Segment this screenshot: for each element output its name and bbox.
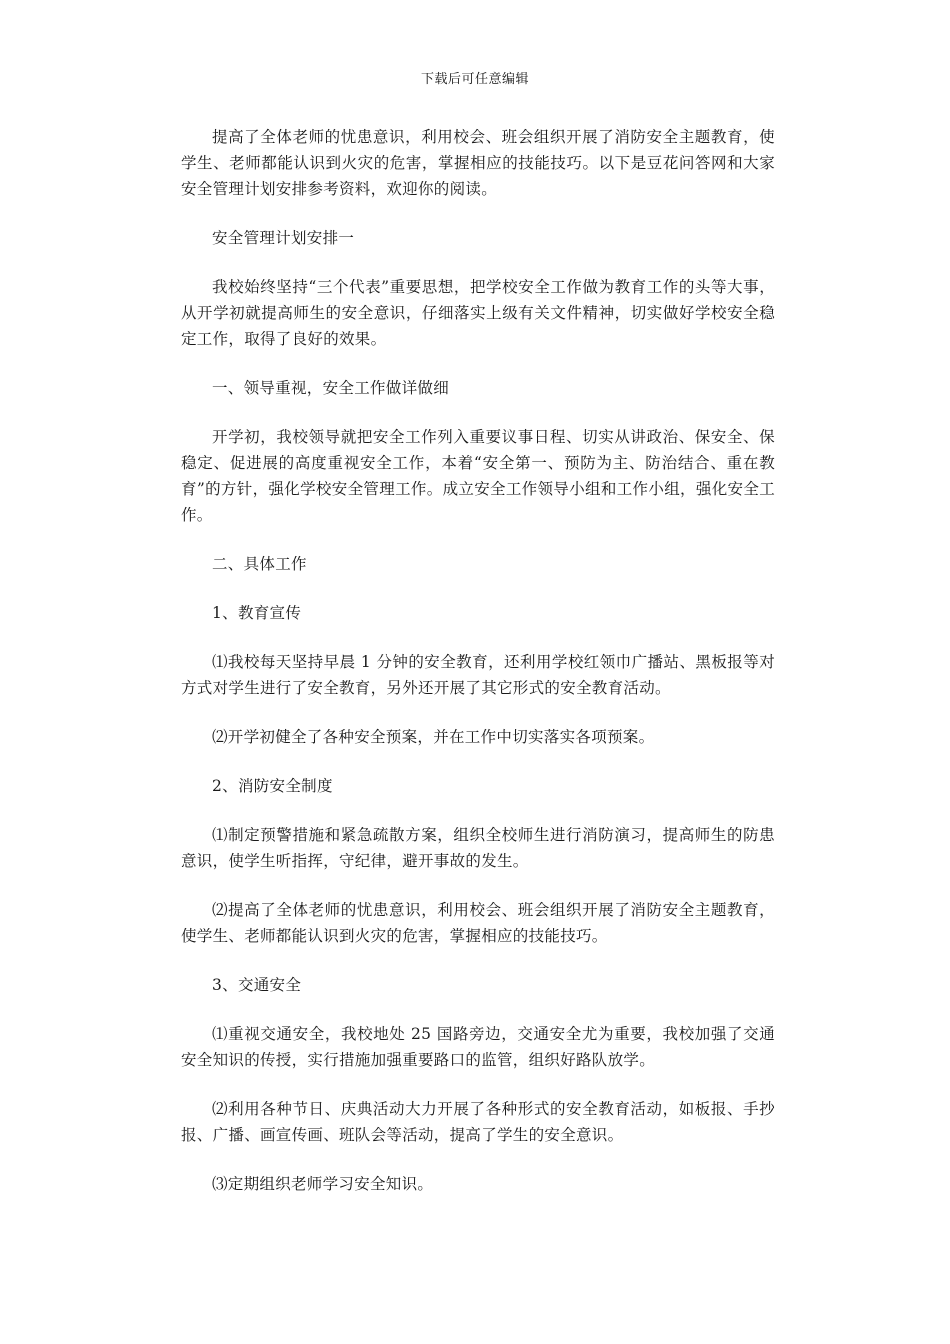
intro-paragraph: 提高了全体老师的忧患意识，利用校会、班会组织开展了消防安全主题教育，使学生、老师都能认识到火灾的危害，掌握相应的技能技巧。以下是豆花问答网和大家安全管理计划安排参考资料，欢迎你的阅读。 [181,128,775,198]
section-heading: 一、领导重视，安全工作做详做细 [212,379,450,397]
section-heading: 二、具体工作 [212,555,307,573]
page-header: 下载后可任意编辑 [420,72,529,87]
list-item-paragraph: ⑵利用各种节日、庆典活动大力开展了各种形式的安全教育活动，如板报、手抄报、广播、画宣传画、班队会等活动，提高了学生的安全意识。 [181,1100,775,1144]
section-title: 安全管理计划安排一 [212,229,355,247]
list-item-paragraph: ⑶定期组织老师学习安全知识。 [212,1175,434,1193]
list-item-paragraph: ⑴我校每天坚持早晨 1 分钟的安全教育，还利用学校红领巾广播站、黑板报等对方式对学生进行了安全教育，另外还开展了其它形式的安全教育活动。 [181,653,775,697]
list-item-paragraph: ⑴重视交通安全，我校地处 25 国路旁边，交通安全尤为重要，我校加强了交通安全知识的传授，实行措施加强重要路口的监管，组织好路队放学。 [181,1025,775,1069]
list-item-paragraph: ⑵提高了全体老师的忧患意识，利用校会、班会组织开展了消防安全主题教育，使学生、老师都能认识到火灾的危害，掌握相应的技能技巧。 [181,901,775,945]
paragraph: 开学初，我校领导就把安全工作列入重要议事日程、切实从讲政治、保安全、保稳定、促进展的高度重视安全工作，本着“安全第一、预防为主、防治结合、重在教育”的方针，强化学校安全管理工作。成立安全工作领导小组和工作小组，强化安全工作。 [181,428,775,524]
subsection-heading: 2、消防安全制度 [212,777,333,795]
paragraph: 我校始终坚持“三个代表”重要思想，把学校安全工作做为教育工作的头等大事，从开学初就提高师生的安全意识，仔细落实上级有关文件精神，切实做好学校安全稳定工作，取得了良好的效果。 [181,278,775,348]
list-item-paragraph: ⑵开学初健全了各种安全预案，并在工作中切实落实各项预案。 [212,728,655,746]
subsection-heading: 3、交通安全 [212,976,302,994]
document-body [181,124,775,1220]
list-item-paragraph: ⑴制定预警措施和紧急疏散方案，组织全校师生进行消防演习，提高师生的防患意识，使学生听指挥，守纪律，避开事故的发生。 [181,826,775,870]
subsection-heading: 1、教育宣传 [212,604,302,622]
